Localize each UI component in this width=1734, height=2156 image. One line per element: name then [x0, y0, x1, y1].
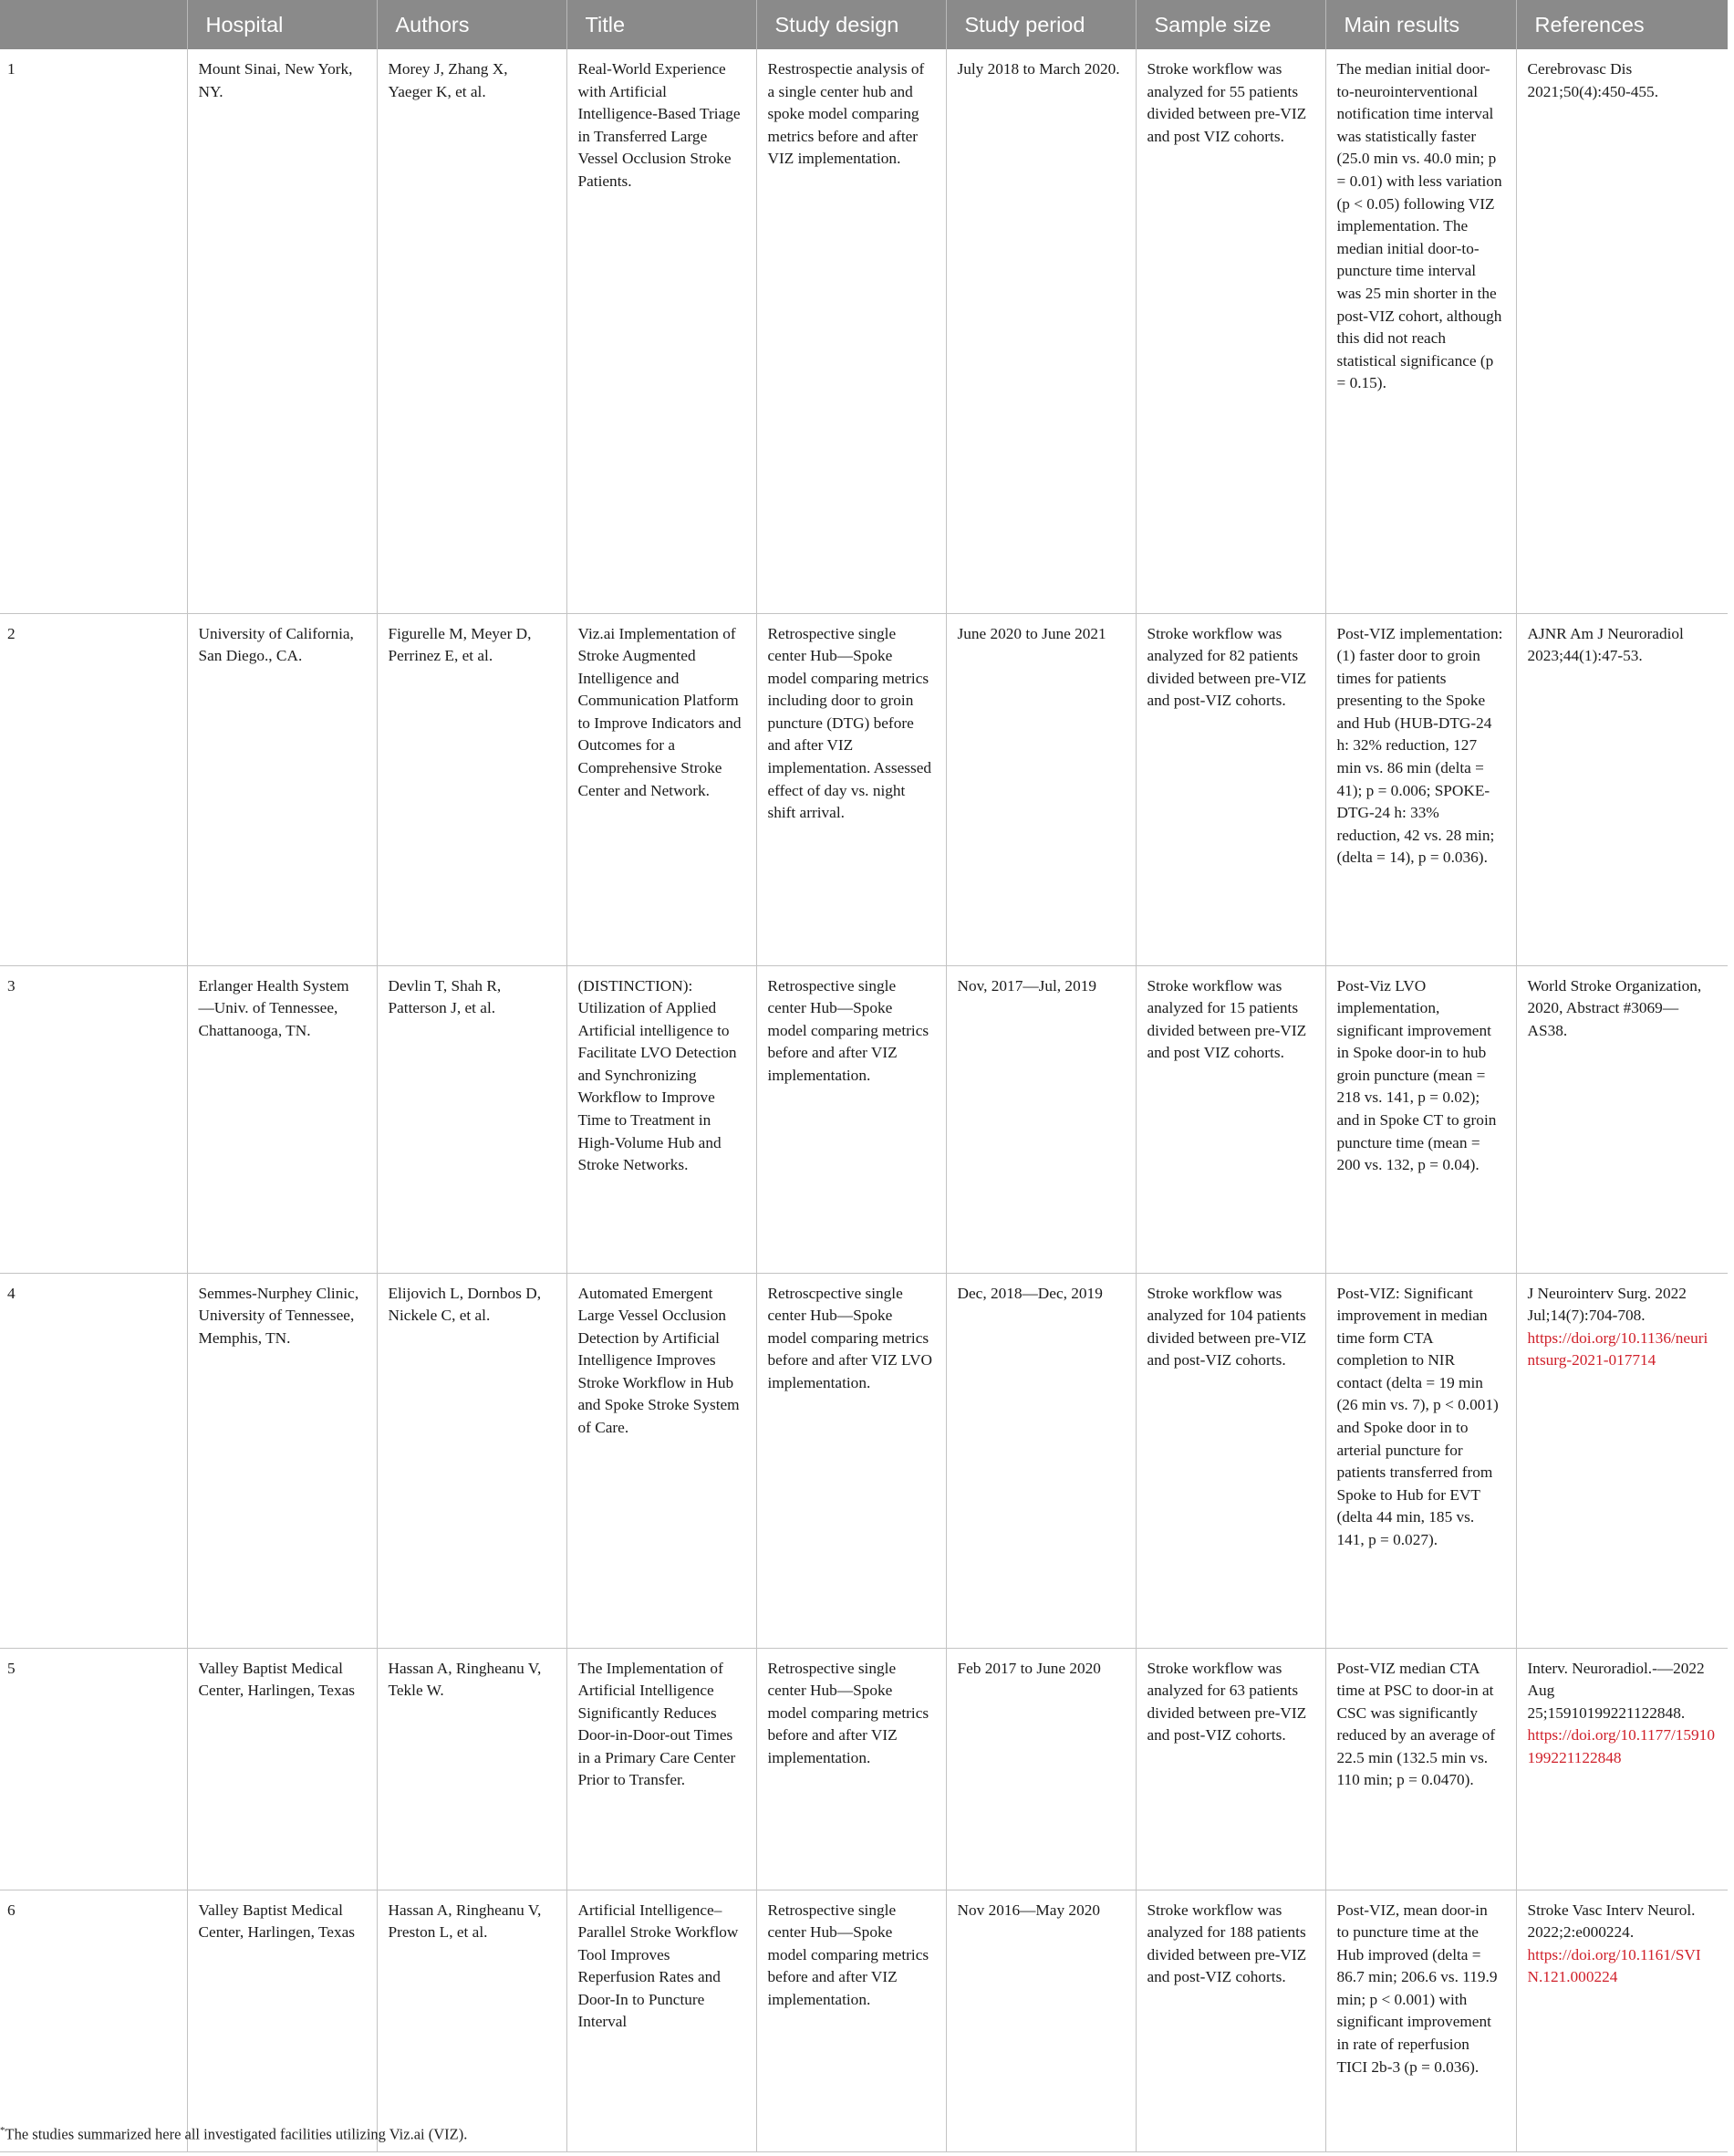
cell-hospital: University of California, San Diego., CA.	[187, 613, 377, 965]
reference-citation: Stroke Vasc Interv Neurol. 2022;2:e000224.	[1527, 1901, 1696, 1942]
reference-citation: AJNR Am J Neuroradiol 2023;44(1):47-53.	[1527, 624, 1684, 665]
header-number	[0, 0, 187, 49]
cell-number: 1	[0, 49, 187, 613]
header-main-results: Main results	[1325, 0, 1516, 49]
header-row	[0, 0, 1728, 49]
cell-references	[1516, 613, 1728, 965]
table-body	[0, 49, 1728, 2151]
cell-number: 5	[0, 1648, 187, 1890]
cell-references	[1516, 1890, 1728, 2151]
cell-study-period: Feb 2017 to June 2020	[946, 1648, 1136, 1890]
cell-references	[1516, 965, 1728, 1273]
table-footnote	[0, 2125, 467, 2144]
header-study-period: Study period	[946, 0, 1136, 49]
cell-study-design: Retrospective single center Hub—Spoke model comparing metrics before and after VIZ implementation.	[756, 1648, 946, 1890]
reference-citation: Cerebrovasc Dis 2021;50(4):450-455.	[1527, 60, 1659, 100]
cell-main-results: Post-VIZ median CTA time at PSC to door-in at CSC was significantly reduced by an average of 22.5 min (132.5 min vs. 110 min; p = 0.0470).	[1325, 1648, 1516, 1890]
cell-hospital: Valley Baptist Medical Center, Harlingen, Texas	[187, 1648, 377, 1890]
cell-sample-size: Stroke workflow was analyzed for 82 patients divided between pre-VIZ and post-VIZ cohorts.	[1136, 613, 1325, 965]
table-row	[0, 1273, 1728, 1648]
cell-study-design: Restrospectie analysis of a single center hub and spoke model comparing metrics before and after VIZ implementation.	[756, 49, 946, 613]
cell-authors: Morey J, Zhang X, Yaeger K, et al.	[377, 49, 566, 613]
cell-sample-size: Stroke workflow was analyzed for 188 patients divided between pre-VIZ and post-VIZ cohorts.	[1136, 1890, 1325, 2151]
reference-doi-link[interactable]: https://doi.org/10.1136/neurintsurg-2021-017714	[1527, 1328, 1708, 1370]
header-sample-size: Sample size	[1136, 0, 1325, 49]
cell-references	[1516, 1648, 1728, 1890]
footnote-text: The studies summarized here all investigated facilities utilizing Viz.ai (VIZ).	[5, 2125, 468, 2143]
cell-study-design: Retroscpective single center Hub—Spoke model comparing metrics before and after VIZ LVO implementation.	[756, 1273, 946, 1648]
reference-citation: World Stroke Organization, 2020, Abstract #3069—AS38.	[1527, 976, 1702, 1039]
cell-study-period: Nov 2016—May 2020	[946, 1890, 1136, 2151]
cell-hospital: Erlanger Health System—Univ. of Tennessee, Chattanooga, TN.	[187, 965, 377, 1273]
cell-title: (DISTINCTION): Utilization of Applied Artificial intelligence to Facilitate LVO Detection and Synchronizing Workflow to Improve Time to Treatment in High-Volume Hub and Stroke Networks.	[566, 965, 756, 1273]
reference-citation: J Neurointerv Surg. 2022 Jul;14(7):704-708.	[1527, 1284, 1687, 1325]
cell-references	[1516, 1273, 1728, 1648]
cell-title: Automated Emergent Large Vessel Occlusion Detection by Artificial Intelligence Improves Stroke Workflow in Hub and Spoke Stroke System of Care.	[566, 1273, 756, 1648]
cell-main-results: Post-VIZ: Significant improvement in median time form CTA completion to NIR contact (delta = 19 min (26 min vs. 7), p < 0.001) and Spoke door in to arterial puncture for patients transferred from Spoke to Hub for EVT (delta 44 min, 185 vs. 141, p = 0.027).	[1325, 1273, 1516, 1648]
header-study-design: Study design	[756, 0, 946, 49]
cell-study-period: Dec, 2018—Dec, 2019	[946, 1273, 1136, 1648]
cell-hospital: Valley Baptist Medical Center, Harlingen, Texas	[187, 1890, 377, 2151]
cell-references	[1516, 49, 1728, 613]
header-references: References	[1516, 0, 1728, 49]
cell-main-results: Post-Viz LVO implementation, significant improvement in Spoke door-in to hub groin puncture (mean = 218 vs. 141, p = 0.02); and in Spoke CT to groin puncture time (mean = 200 vs. 132, p = 0.04).	[1325, 965, 1516, 1273]
cell-sample-size: Stroke workflow was analyzed for 63 patients divided between pre-VIZ and post-VIZ cohorts.	[1136, 1648, 1325, 1890]
cell-sample-size: Stroke workflow was analyzed for 104 patients divided between pre-VIZ and post-VIZ cohorts.	[1136, 1273, 1325, 1648]
cell-authors: Figurelle M, Meyer D, Perrinez E, et al.	[377, 613, 566, 965]
cell-main-results: Post-VIZ, mean door-in to puncture time at the Hub improved (delta = 86.7 min; 206.6 vs. 119.9 min; p < 0.001) with significant improvement in rate of reperfusion TICI 2b-3 (p = 0.036).	[1325, 1890, 1516, 2151]
reference-doi-link[interactable]: https://doi.org/10.1161/SVIN.121.000224	[1527, 1945, 1701, 1986]
cell-title: Real-World Experience with Artificial Intelligence-Based Triage in Transferred Large Vessel Occlusion Stroke Patients.	[566, 49, 756, 613]
table-row	[0, 49, 1728, 613]
reference-doi-link[interactable]: https://doi.org/10.1177/15910199221122848	[1527, 1726, 1715, 1766]
cell-main-results: The median initial door-to-neurointerventional notification time interval was statistically faster (25.0 min vs. 40.0 min; p = 0.01) with less variation (p < 0.05) following VIZ implementation. The median initial door-to-puncture time interval was 25 min shorter in the post-VIZ cohort, although this did not reach statistical significance (p = 0.15).	[1325, 49, 1516, 613]
cell-authors: Elijovich L, Dornbos D, Nickele C, et al.	[377, 1273, 566, 1648]
cell-authors: Hassan A, Ringheanu V, Tekle W.	[377, 1648, 566, 1890]
table-row	[0, 613, 1728, 965]
cell-title: Viz.ai Implementation of Stroke Augmented Intelligence and Communication Platform to Improve Indicators and Outcomes for a Comprehensive Stroke Center and Network.	[566, 613, 756, 965]
cell-hospital: Mount Sinai, New York, NY.	[187, 49, 377, 613]
cell-number: 2	[0, 613, 187, 965]
table-row	[0, 965, 1728, 1273]
header-hospital: Hospital	[187, 0, 377, 49]
table-row	[0, 1648, 1728, 1890]
cell-study-design: Retrospective single center Hub—Spoke model comparing metrics before and after VIZ implementation.	[756, 965, 946, 1273]
cell-number: 4	[0, 1273, 187, 1648]
cell-title: The Implementation of Artificial Intelligence Significantly Reduces Door-in-Door-out Times in a Primary Care Center Prior to Transfer.	[566, 1648, 756, 1890]
table-header	[0, 0, 1728, 49]
cell-main-results: Post-VIZ implementation: (1) faster door to groin times for patients presenting to the Spoke and Hub (HUB-DTG-24 h: 32% reduction, 127 min vs. 86 min (delta = 41); p = 0.006; SPOKE-DTG-24 h: 33% reduction, 42 vs. 28 min; (delta = 14), p = 0.036).	[1325, 613, 1516, 965]
cell-number: 6	[0, 1890, 187, 2151]
cell-study-period: July 2018 to March 2020.	[946, 49, 1136, 613]
reference-citation: Interv. Neuroradiol.-—2022 Aug 25;15910199221122848.	[1527, 1659, 1705, 1722]
cell-study-period: Nov, 2017—Jul, 2019	[946, 965, 1136, 1273]
cell-number: 3	[0, 965, 187, 1273]
cell-authors: Hassan A, Ringheanu V, Preston L, et al.	[377, 1890, 566, 2151]
cell-study-design: Retrospective single center Hub—Spoke model comparing metrics before and after VIZ implementation.	[756, 1890, 946, 2151]
cell-sample-size: Stroke workflow was analyzed for 15 patients divided between pre-VIZ and post VIZ cohorts.	[1136, 965, 1325, 1273]
cell-hospital: Semmes-Nurphey Clinic, University of Tennessee, Memphis, TN.	[187, 1273, 377, 1648]
header-authors: Authors	[377, 0, 566, 49]
cell-study-period: June 2020 to June 2021	[946, 613, 1136, 965]
cell-sample-size: Stroke workflow was analyzed for 55 patients divided between pre-VIZ and post VIZ cohorts.	[1136, 49, 1325, 613]
cell-study-design: Retrospective single center Hub—Spoke model comparing metrics including door to groin puncture (DTG) before and after VIZ implementation. Assessed effect of day vs. night shift arrival.	[756, 613, 946, 965]
table-row	[0, 1890, 1728, 2151]
footnote-marker: *	[0, 2125, 5, 2136]
cell-authors: Devlin T, Shah R, Patterson J, et al.	[377, 965, 566, 1273]
header-title: Title	[566, 0, 756, 49]
cell-title: Artificial Intelligence–Parallel Stroke Workflow Tool Improves Reperfusion Rates and Door-In to Puncture Interval	[566, 1890, 756, 2151]
